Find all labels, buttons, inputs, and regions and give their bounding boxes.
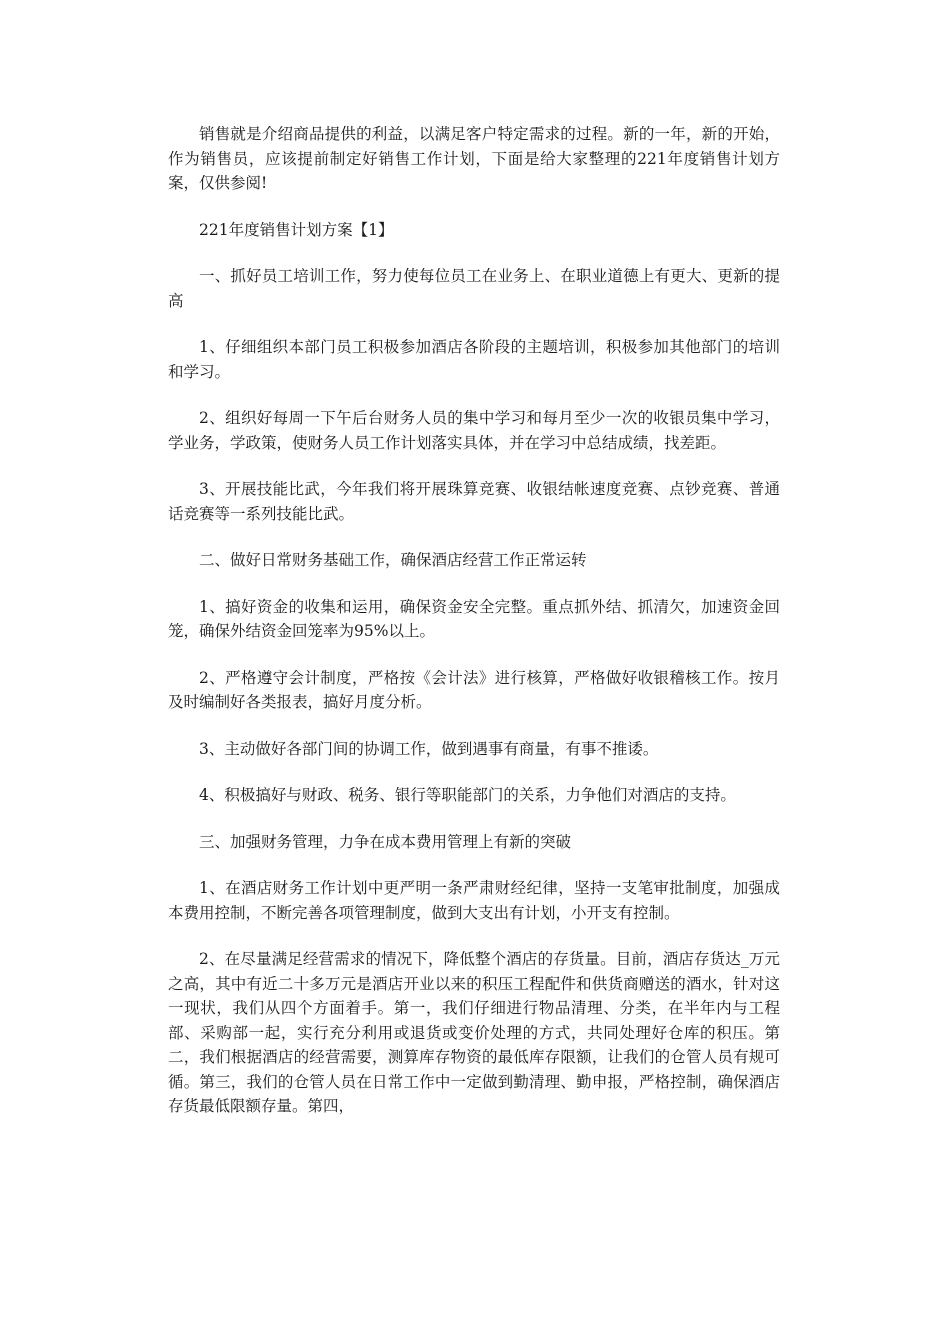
section-1-item-3: 3、开展技能比武，今年我们将开展珠算竞赛、收银结帐速度竞赛、点钞竞赛、普通话竞赛等一系列技能比武。 <box>168 480 780 523</box>
section-1-item-2: 2、组织好每周一下午后台财务人员的集中学习和每月至少一次的收银员集中学习，学业务，学政策，使财务人员工作计划落实具体，并在学习中总结成绩，找差距。 <box>168 409 780 452</box>
section-2-item-1: 1、搞好资金的收集和运用，确保资金安全完整。重点抓外结、抓清欠，加速资金回笼，确保外结资金回笼率为95%以上。 <box>168 597 780 640</box>
section-heading-1: 一、抓好员工培训工作，努力使每位员工在业务上、在职业道德上有更大、更新的提高 <box>168 267 780 310</box>
section-1-item-1: 1、仔细组织本部门员工积极参加酒店各阶段的主题培训，积极参加其他部门的培训和学习。 <box>168 338 780 381</box>
section-3-item-2: 2、在尽量满足经营需求的情况下，降低整个酒店的存货量。目前，酒店存货达_万元之高，其中有近二十多万元是酒店开业以来的积压工程配件和供货商赠送的酒水，针对这一现状，我们从四个方面着手。第一，我们仔细进行物品清理、分类，在半年内与工程部、采购部一起，实行充分利用或退货或变价处理的方式，共同处理好仓库的积压。第二，我们根据酒店的经营需要，测算库存物资的最低库存限额，让我们的仓管人员有规可循。第三，我们的仓管人员在日常工作中一定做到勤清理、勤申报，严格控制，确保酒店存货最低限额存量。第四， <box>168 950 780 1115</box>
section-2-item-4: 4、积极搞好与财政、税务、银行等职能部门的关系，力争他们对酒店的支持。 <box>199 786 736 804</box>
section-3-item-1: 1、在酒店财务工作计划中更严明一条严肃财经纪律，坚持一支笔审批制度，加强成本费用控制，不断完善各项管理制度，做到大支出有计划，小开支有控制。 <box>168 879 780 922</box>
section-2-item-3: 3、主动做好各部门间的协调工作，做到遇事有商量，有事不推诿。 <box>199 739 659 758</box>
intro-paragraph: 销售就是介绍商品提供的利益，以满足客户特定需求的过程。新的一年，新的开始，作为销售员，应该提前制定好销售工作计划，下面是给大家整理的221年度销售计划方案，仅供参阅! <box>168 125 780 192</box>
plan-title: 221年度销售计划方案【1】 <box>199 220 394 239</box>
document-body <box>168 122 780 1119</box>
section-heading-3: 三、加强财务管理，力争在成本费用管理上有新的突破 <box>199 832 572 851</box>
section-heading-2: 二、做好日常财务基础工作，确保酒店经营工作正常运转 <box>199 551 587 569</box>
section-2-item-2: 2、严格遵守会计制度，严格按《会计法》进行核算，严格做好收银稽核工作。按月及时编制好各类报表，搞好月度分析。 <box>168 668 780 711</box>
